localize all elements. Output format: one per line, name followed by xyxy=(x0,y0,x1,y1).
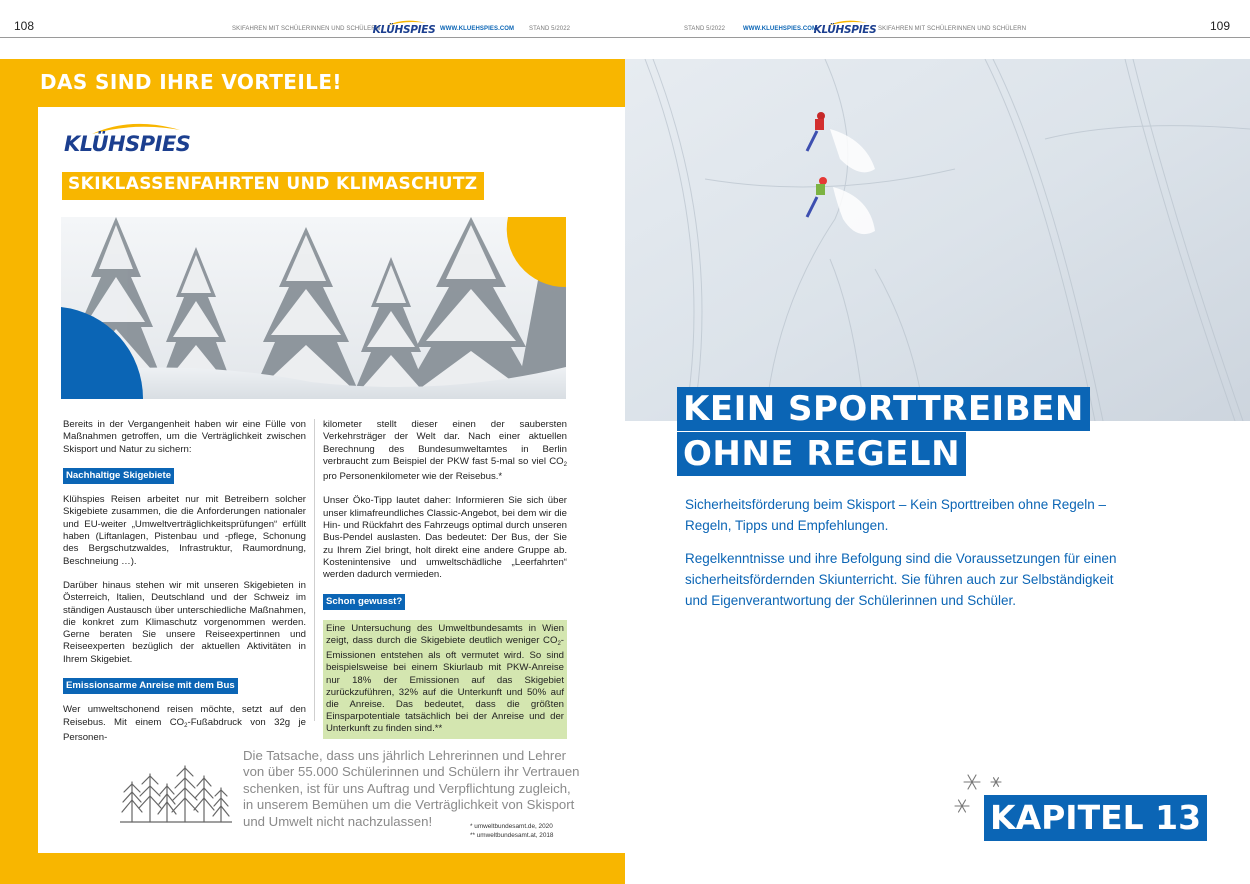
quote-text: Die Tatsache, dass uns jährlich Lehrerinnen und Lehrer von über 55.000 Schülerinnen und Schülern ihr Vertrauen schenken, ist für uns Auftrag und Verpflichtung zugleich, in unserem Bemühen um die Verträglichkeit von Skisport und Umwelt nicht nachzulassen! xyxy=(243,748,580,829)
subheading-sustainable-areas: Nachhaltige Skigebiete xyxy=(63,468,174,484)
header-url-left[interactable]: WWW.KLUEHSPIES.COM xyxy=(440,26,515,32)
article-column-right xyxy=(323,419,567,739)
logo-wordmark: KLÜHSPIES xyxy=(64,132,191,156)
skiers-aerial-photo xyxy=(625,59,1250,421)
header-url-right[interactable]: WWW.KLUEHSPIES.COM xyxy=(743,26,818,32)
snow-trees-photo xyxy=(61,217,566,399)
pine-trees-icon xyxy=(120,762,232,824)
kluehspies-logo xyxy=(62,120,202,158)
footnotes xyxy=(470,823,553,840)
header-logo-left xyxy=(372,18,436,36)
header-tagline-left: SKIFAHREN MIT SCHÜLERINNEN UND SCHÜLERN xyxy=(232,26,381,32)
intro-paragraph-2: Regelkenntnisse und ihre Befolgung sind die Voraussetzungen für einen sicherheitsfördernden Skiunterricht. Sie führen auch zur Selbständigkeit und Eigenverantwortung der Schülerinnen und Schüler. xyxy=(685,551,1117,608)
article-headline: SKIKLASSENFAHRTEN UND KLIMASCHUTZ xyxy=(62,172,484,200)
footnote-2: ** umweltbundesamt.at, 2018 xyxy=(470,831,554,839)
article-column-left xyxy=(63,419,306,756)
paragraph-bus: Wer umweltschonend reisen möchte, setzt auf den Reisebus. Mit einem $CO_2$-Fußabdruck von 32g je Personen- xyxy=(63,704,306,743)
subheading-did-you-know: Schon gewusst? xyxy=(323,594,405,610)
chapter-title-line-1: KEIN SPORTTREIBEN xyxy=(677,387,1090,431)
header-brand-right: KLÜHSPIES xyxy=(813,24,877,36)
info-box-emissions: Eine Untersuchung des Umweltbundesamts in Wien zeigt, dass durch die Skigebiete deutlich weniger $CO_2$-Emissionen entstehen als oft vermutet wird. So sind beispielsweise bei einem Skiurlaub mit PKW-Anreise nur 18% der Emissionen auf das Skigebiet zurückzuführen, 32% auf die Unterkunft und 50% auf die Anreise. Das bedeutet, dass die größten Einsparpotentiale tatsächlich bei der Anreise und der Unterkunft zu finden sind.** xyxy=(323,620,567,739)
footnote-1: * umweltbundesamt.de, 2020 xyxy=(470,823,553,830)
column-divider xyxy=(314,419,315,721)
subheading-bus-travel: Emissionsarme Anreise mit dem Bus xyxy=(63,678,238,694)
chapter-title-line-2: OHNE REGELN xyxy=(677,432,966,476)
header-rule xyxy=(0,37,1250,38)
chapter-label: KAPITEL 13 xyxy=(984,795,1207,841)
paragraph-eco-tip: Unser Öko-Tipp lautet daher: Informieren Sie sich über unser klimafreundliches Classic-Angebot, bei dem wir die Hin- und Rückfahrt des Fahrzeugs optimal durch unseren Bus-Pendel auslasten. Das bedeutet: Der Bus, der Sie zu Ihrem Ziel bringt, holt direkt eine andere Gruppe ab. Kostenintensive und umweltschädliche „Leerfahrten“ werden dadurch vermieden. xyxy=(323,495,567,581)
header-brand-left: KLÜHSPIES xyxy=(372,24,436,36)
paragraph-bus-continued: kilometer stellt dieser einen der saubersten Verkehrsträger der Welt dar. Nach einer aktuellen Berechnung des Bundesumweltamtes in Berlin verbraucht zum Beispiel der PKW fast 5-mal so viel $CO_2$ pro Personenkilometer wie der Reisebus.* xyxy=(323,419,567,483)
header-edition-left: STAND 5/2022 xyxy=(529,26,571,32)
paragraph-climate-exchange: Darüber hinaus stehen wir mit unseren Skigebieten in Österreich, Italien, Deutschland und der Schweiz im ständigen Austausch über unterschiedliche Maßnahmen, die konkret zum Klimaschutz vorgenommen werden. Gerne beraten Sie unsere Reiseexpertinnen und Reiseexperten bezüglich der aktuellen Aktivitäten in Ihrem Skigebiet. xyxy=(63,579,306,665)
section-title: DAS SIND IHRE VORTEILE! xyxy=(40,70,342,94)
paragraph-ski-areas: Klühspies Reisen arbeitet nur mit Betreibern solcher Skigebiete zusammen, die die Anforderungen nationaler und EU-weiter „Umweltverträglichkeitsprüfungen“ erfüllt haben (Liftanlagen, Pistenbau und -pflege, Schonung des Bergschutzwaldes, Infrastruktur, Raumordnung, Beschneiung …). xyxy=(63,494,306,567)
header-logo-right xyxy=(813,18,877,36)
header-edition-right: STAND 5/2022 xyxy=(684,26,726,32)
intro-paragraph-1: Sicherheitsförderung beim Skisport – Kein Sporttreiben ohne Regeln – Regeln, Tipps und Empfehlungen. xyxy=(685,497,1106,533)
paragraph-intro: Bereits in der Vergangenheit haben wir eine Fülle von Maßnahmen getroffen, um die Verträglichkeit zwischen Skisport und Natur zu sichern: xyxy=(63,419,306,455)
page-number-left: 108 xyxy=(14,19,35,33)
page-number-right: 109 xyxy=(1209,19,1230,33)
header-tagline-right: SKIFAHREN MIT SCHÜLERINNEN UND SCHÜLERN xyxy=(878,26,1027,32)
